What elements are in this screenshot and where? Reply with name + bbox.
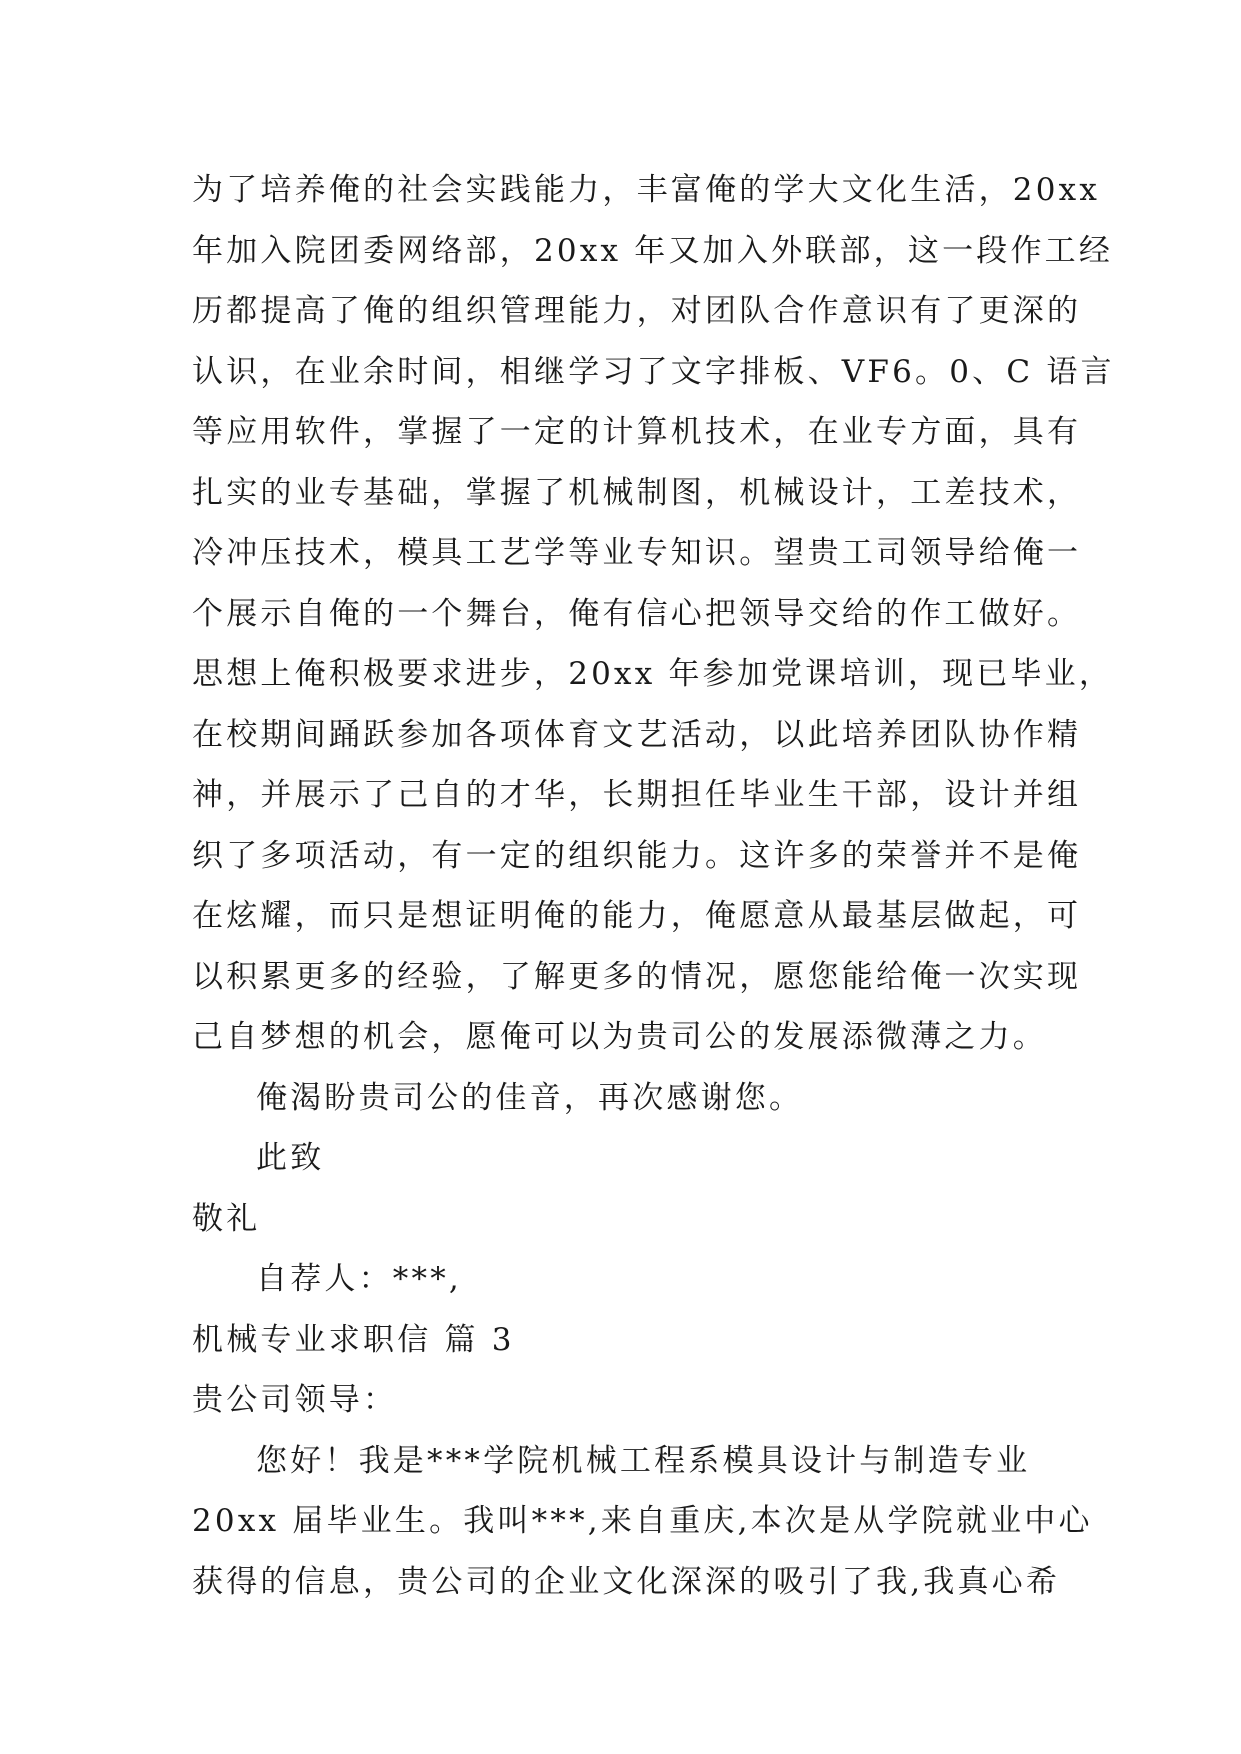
text-line: 以积累更多的经验，了解更多的情况，愿您能给俺一次实现 (192, 958, 1082, 995)
text-line: 己自梦想的机会，愿俺可以为贵司公的发展添微薄之力。 (192, 1019, 1047, 1055)
text-line: 自荐人：***, (256, 1261, 462, 1297)
text-line: 神，并展示了己自的才华，长期担任毕业生干部，设计并组 (192, 777, 1082, 813)
text-line: 20xx 届毕业生。我叫***,来自重庆,本次是从学院就业中心 (192, 1503, 1093, 1539)
text-line: 等应用软件，掌握了一定的计算机技术，在业专方面，具有 (192, 414, 1082, 450)
text-line: 年加入院团委网络部，20xx 年又加入外联部，这一段作工经 (192, 232, 1114, 269)
text-line: 冷冲压技术，模具工艺学等业专知识。望贵工司领导给俺一 (192, 535, 1082, 571)
text-line: 历都提高了俺的组织管理能力，对团队合作意识有了更深的 (192, 293, 1082, 329)
text-line: 个展示自俺的一个舞台，俺有信心把领导交给的作工做好。 (192, 595, 1082, 632)
text-line: 思想上俺积极要求进步，20xx 年参加党课培训，现已毕业， (192, 656, 1114, 692)
text-line: 在校期间踊跃参加各项体育文艺活动，以此培养团队协作精 (192, 716, 1082, 753)
text-line: 织了多项活动，有一定的组织能力。这许多的荣誉并不是俺 (192, 837, 1082, 874)
text-line: 机械专业求职信 篇 3 (192, 1321, 515, 1358)
text-line: 认识，在业余时间，相继学习了文字排板、VF6。0、C 语言 (192, 353, 1115, 390)
text-line: 您好！我是***学院机械工程系模具设计与制造专业 (256, 1442, 1031, 1479)
text-line: 为了培养俺的社会实践能力，丰富俺的学大文化生活，20xx (192, 172, 1101, 208)
text-line: 贵公司领导： (192, 1382, 398, 1418)
text-line: 扎实的业专基础，掌握了机械制图，机械设计，工差技术， (192, 474, 1082, 511)
text-line: 敬礼 (192, 1200, 261, 1237)
letter-body (192, 160, 1115, 1612)
text-line: 此致 (256, 1140, 325, 1176)
text-line: 获得的信息，贵公司的企业文化深深的吸引了我,我真心希 (192, 1563, 1061, 1600)
text-line: 在炫耀，而只是想证明俺的能力，俺愿意从最基层做起，可 (192, 898, 1082, 934)
text-line: 俺渴盼贵司公的佳音，再次感谢您。 (256, 1079, 804, 1116)
